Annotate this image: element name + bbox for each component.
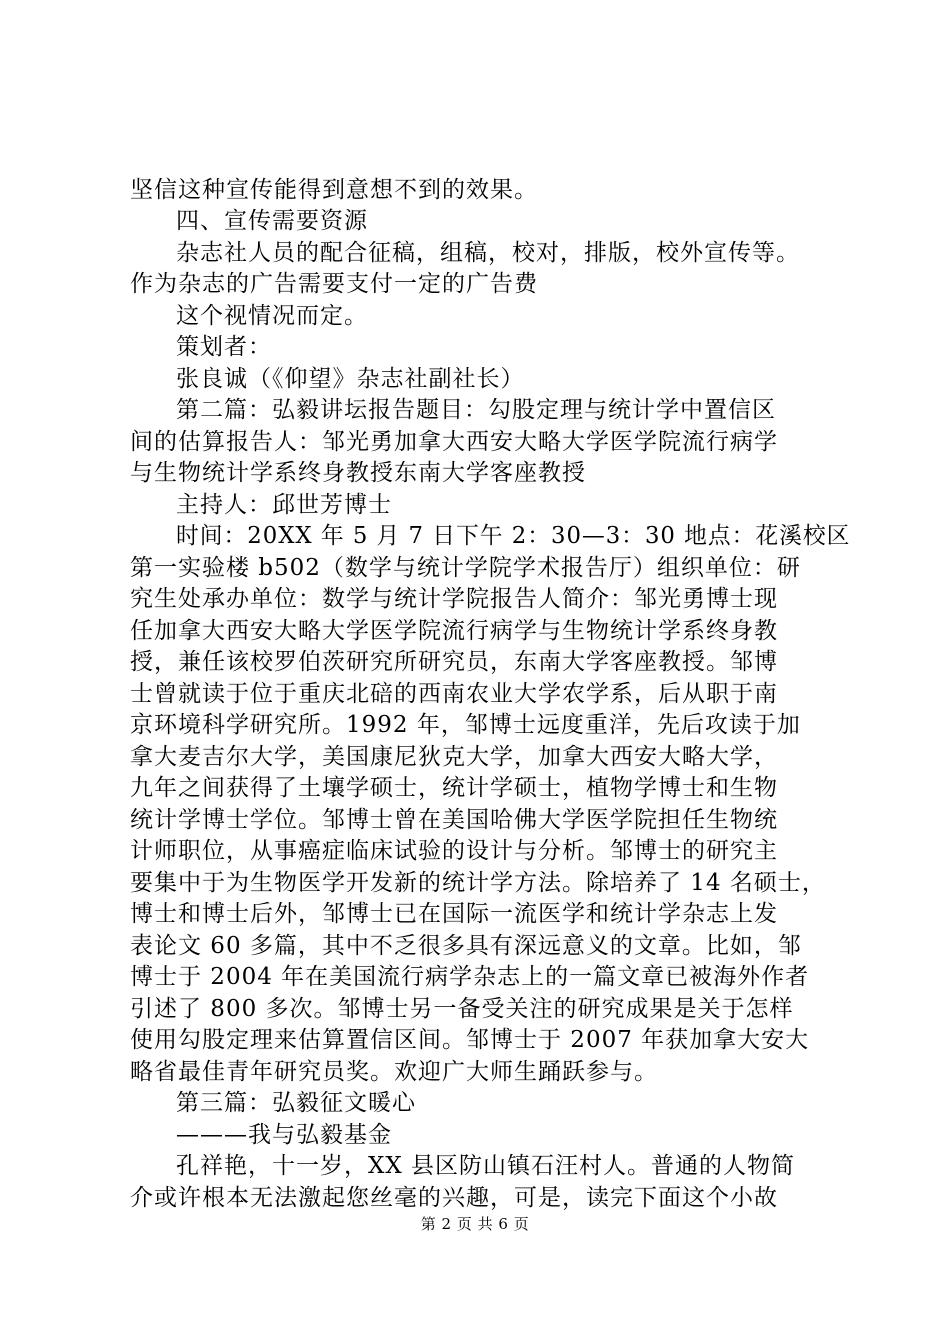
section-heading: 第二篇：弘毅讲坛报告题目：勾股定理与统计学中置信区 bbox=[176, 397, 776, 423]
text-line: ———我与弘毅基金 bbox=[176, 1122, 392, 1148]
text-line: 计师职位，从事癌症临床试验的设计与分析。邹博士的研究主 bbox=[130, 838, 778, 864]
text-line: 坚信这种宣传能得到意想不到的效果。 bbox=[130, 177, 538, 203]
text-line: 使用勾股定理来估算置信区间。邹博士于 2007 年获加拿大安大 bbox=[130, 1027, 810, 1053]
text-line: 孔祥艳，十一岁，XX 县区防山镇石汪村人。普通的人物简 bbox=[176, 1153, 796, 1179]
text-line: 士曾就读于位于重庆北碚的西南农业大学农学系，后从职于南 bbox=[130, 681, 778, 707]
text-line: 表论文 60 多篇，其中不乏很多具有深远意义的文章。比如，邹 bbox=[130, 933, 802, 959]
text-line: 京环境科学研究所。1992 年，邹博士远度重洋，先后攻读于加 bbox=[130, 712, 801, 738]
text-line: 九年之间获得了土壤学硕士，统计学硕士，植物学博士和生物 bbox=[130, 775, 778, 801]
text-line: 略省最佳青年研究员奖。欢迎广大师生踊跃参与。 bbox=[130, 1059, 658, 1085]
text-line: 作为杂志的广告需要支付一定的广告费 bbox=[130, 271, 538, 297]
text-line: 统计学博士学位。邹博士曾在美国哈佛大学医学院担任生物统 bbox=[130, 807, 778, 833]
text-line: 第一实验楼 b502（数学与统计学院学术报告厅）组织单位：研 bbox=[130, 555, 801, 581]
text-line: 拿大麦吉尔大学，美国康尼狄克大学，加拿大西安大略大学， bbox=[130, 744, 778, 770]
text-line: 任加拿大西安大略大学医学院流行病学与生物统计学系终身教 bbox=[130, 618, 778, 644]
section-heading: 四、宣传需要资源 bbox=[176, 208, 368, 234]
text-line: 与生物统计学系终身教授东南大学客座教授 bbox=[130, 460, 586, 486]
text-line: 博士和博士后外，邹博士已在国际一流医学和统计学杂志上发 bbox=[130, 901, 778, 927]
text-line: 主持人：邱世芳博士 bbox=[176, 492, 392, 518]
text-line: 这个视情况而定。 bbox=[176, 303, 368, 329]
text-line: 时间：20XX 年 5 月 7 日下午 2：30—3：30 地点：花溪校区 bbox=[176, 523, 851, 549]
page-number-footer: 第 2 页 共 6 页 bbox=[420, 1215, 530, 1233]
section-heading: 第三篇：弘毅征文暖心 bbox=[176, 1090, 416, 1116]
text-line: 引述了 800 多次。邹博士另一备受关注的研究成果是关于怎样 bbox=[130, 996, 794, 1022]
text-line: 授，兼任该校罗伯茨研究所研究员，东南大学客座教授。邹博 bbox=[130, 649, 778, 675]
text-line: 博士于 2004 年在美国流行病学杂志上的一篇文章已被海外作者 bbox=[130, 964, 810, 990]
text-line: 杂志社人员的配合征稿，组稿，校对，排版，校外宣传等。 bbox=[176, 240, 800, 266]
text-line: 间的估算报告人：邹光勇加拿大西安大略大学医学院流行病学 bbox=[130, 429, 778, 455]
text-line: 策划者： bbox=[176, 334, 272, 360]
text-line: 要集中于为生物医学开发新的统计学方法。除培养了 14 名硕士， bbox=[130, 870, 826, 896]
text-line: 张良诚（《仰望》杂志社副社长） bbox=[176, 366, 525, 392]
text-line: 究生处承办单位：数学与统计学院报告人简介：邹光勇博士现 bbox=[130, 586, 778, 612]
text-line: 介或许根本无法激起您丝毫的兴趣，可是，读完下面这个小故 bbox=[130, 1185, 778, 1211]
